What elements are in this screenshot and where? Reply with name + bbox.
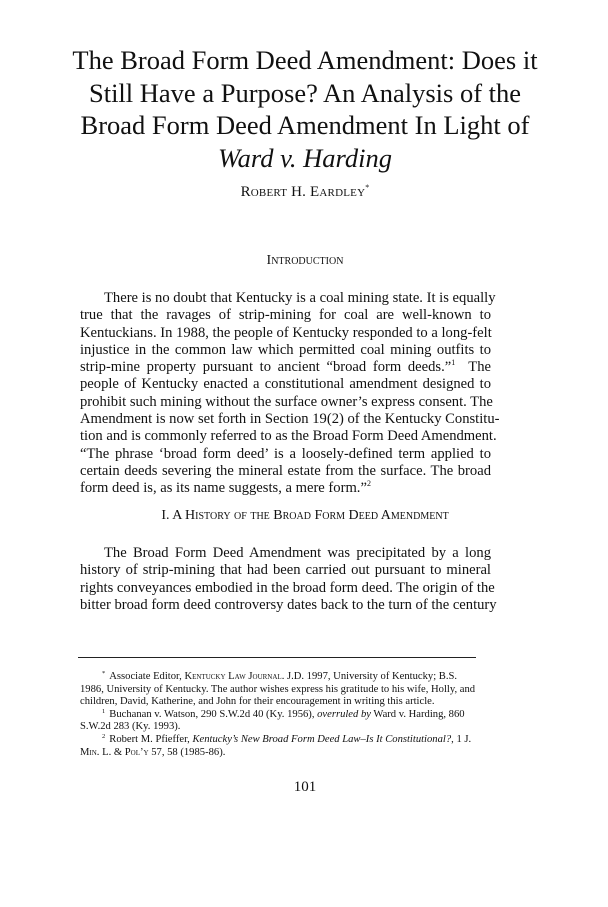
text-line: “The phrase ‘broad form deed’ is a loosely-defined term applied to xyxy=(80,445,491,462)
section-heading-introduction: Introduction xyxy=(266,253,344,268)
text-segment: 57, 58 (1985-86). xyxy=(148,746,226,758)
footnote-mark: 2 xyxy=(102,732,106,740)
text-segment: Robert M. Pfieffer, xyxy=(109,733,193,745)
text-line: Kentuckians. In 1988, the people of Kentucky responded to a long-felt xyxy=(80,324,492,341)
text-segment: Buchanan v. Watson, 290 S.W.2d 40 (Ky. 1956), xyxy=(109,708,318,720)
author-byline xyxy=(70,183,540,201)
title-line-3: Broad Form Deed Amendment In Light of xyxy=(80,110,530,140)
text-line: prohibit such mining without the surface owner’s express consent. The xyxy=(80,393,493,410)
footnote-ref-2[interactable]: 2 xyxy=(366,479,371,489)
author-footnote-mark[interactable]: * xyxy=(365,183,370,192)
text-line: The Broad Form Deed Amendment was precipitated by a long xyxy=(104,545,491,561)
text-line-with-footnote xyxy=(80,359,491,376)
text-line: rights conveyances embodied in the broad form deed. The origin of the xyxy=(80,579,495,596)
footnote-line: 1986, University of Kentucky. The author wishes express his gratitude to his wife, Holly, and xyxy=(80,683,476,695)
journal-name: Min. L. & Pol’y xyxy=(80,746,149,758)
text-line: There is no doubt that Kentucky is a coal mining state. It is equally xyxy=(104,290,496,306)
text-line: people of Kentucky enacted a constitutional amendment designed to xyxy=(80,376,491,393)
text-segment: strip-mine property pursuant to ancient “broad form deeds.” xyxy=(80,359,452,376)
section-heading-history: I. A History of the Broad Form Deed Amendment xyxy=(161,508,449,523)
footnote-mark: * xyxy=(102,670,106,677)
text-segment: , 1 J. xyxy=(451,733,472,745)
journal-name: Kentucky Law Journal xyxy=(184,671,282,682)
text-line: true that the ravages of strip-mining for coal are well-known to xyxy=(80,307,491,324)
footnote-ref-1[interactable]: 1 xyxy=(451,358,456,368)
footnote-2 xyxy=(80,734,491,747)
page-number: 101 xyxy=(293,779,317,795)
text-line: injustice in the common law which permitted coal mining outfits to xyxy=(80,341,491,358)
title-line-2: Still Have a Purpose? An Analysis of the xyxy=(88,77,522,108)
article-title xyxy=(70,44,540,174)
footnote-star xyxy=(80,671,491,684)
title-line-1: The Broad Form Deed Amendment: Does it xyxy=(72,45,538,75)
history-paragraph xyxy=(80,545,497,614)
text-line-with-footnote xyxy=(80,480,491,497)
text-segment: The xyxy=(468,359,491,376)
text-segment: . J.D. 1997, University of Kentucky; B.S. xyxy=(281,671,458,682)
introduction-paragraph xyxy=(80,290,500,498)
cited-article-title: Kentucky’s New Broad Form Deed Law–Is It Constitutional? xyxy=(192,733,452,745)
text-line: tion and is commonly referred to as the Broad Form Deed Amendment. xyxy=(80,428,497,445)
footnote-line xyxy=(80,747,491,760)
footnote-line: S.W.2d 283 (Ky. 1993). xyxy=(80,721,181,733)
text-line: Amendment is now set forth in Section 19(2) of the Kentucky Constitu- xyxy=(80,411,500,428)
text-line: bitter broad form deed controversy dates back to the turn of the century xyxy=(80,596,497,613)
signal-overruled-by: overruled by xyxy=(317,708,371,720)
footnotes xyxy=(80,671,491,759)
text-segment: Ward v. Harding, 860 xyxy=(370,708,465,720)
title-case-name: Ward v. Harding xyxy=(218,142,392,173)
author-name: Robert H. Eardley xyxy=(240,184,366,200)
footnote-mark: 1 xyxy=(102,707,106,715)
text-line: certain deeds severing the mineral estate from the surface. The broad xyxy=(80,462,491,479)
footnote-divider xyxy=(78,657,476,658)
footnote-1 xyxy=(80,709,491,722)
footnote-line: children, David, Katherine, and John for their encouragement in writing this article. xyxy=(80,696,435,708)
text-segment: Associate Editor, xyxy=(109,671,185,682)
text-line: history of strip-mining that had been carried out pursuant to mineral xyxy=(80,562,491,579)
text-segment: form deed is, as its name suggests, a mere form.” xyxy=(80,480,367,497)
